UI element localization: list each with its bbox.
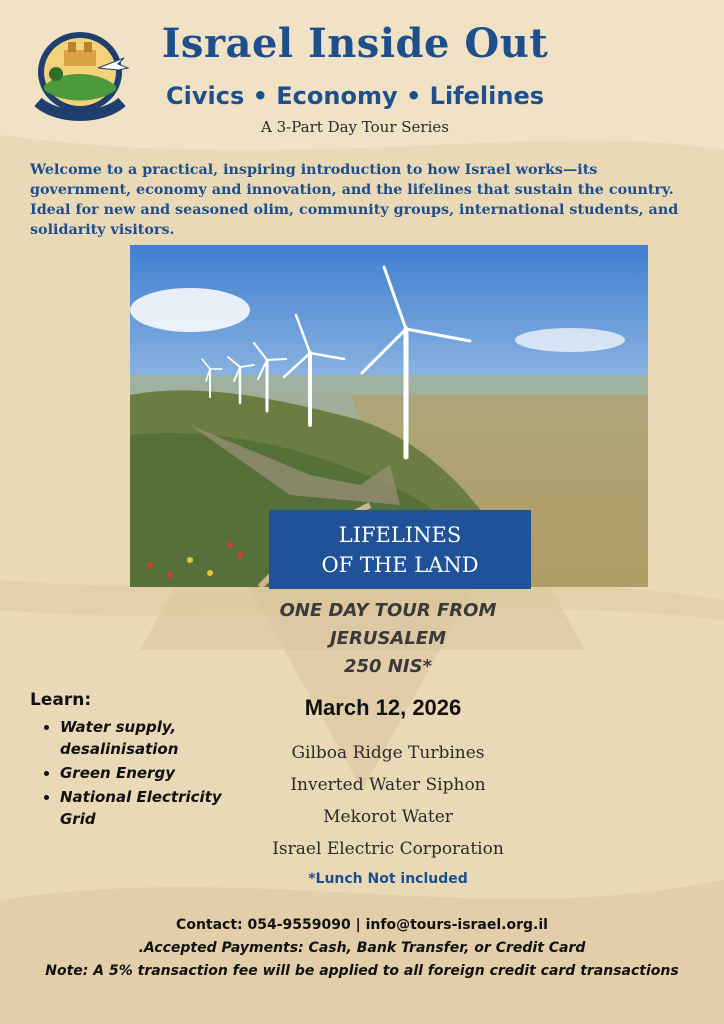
- banner-line-1: LIFELINES: [338, 522, 462, 547]
- fee-note: Note: A 5% transaction fee will be applied to all foreign credit card transactions: [45, 963, 679, 979]
- page-subtitle: Civics • Economy • Lifelines: [166, 82, 544, 110]
- stops-list: [230, 737, 546, 865]
- learn-heading: Learn:: [30, 690, 92, 710]
- stop-item: Israel Electric Corporation: [272, 839, 504, 859]
- learn-item: • National Electricity Grid: [60, 786, 250, 830]
- page-title: Israel Inside Out: [161, 20, 549, 67]
- contact-line: Contact: 054-9559090 | info@tours-israel.org.il: [176, 917, 548, 933]
- contact-footer: [40, 914, 684, 983]
- series-label: A 3-Part Day Tour Series: [261, 118, 449, 136]
- stop-item: Inverted Water Siphon: [290, 775, 486, 795]
- tour-line-1: ONE DAY TOUR FROM: [279, 600, 497, 621]
- banner-line-2: OF THE LAND: [321, 552, 479, 577]
- tour-price: 250 NIS*: [344, 656, 432, 677]
- tour-date: March 12, 2026: [304, 695, 462, 720]
- title-banner: [269, 510, 531, 589]
- intro-paragraph: Welcome to a practical, inspiring introduction to how Israel works—its government, economy and innovation, and the lifelines that sustain the country. Ideal for new and seasoned olim, community groups, international students, and solidarity visitors.: [30, 162, 679, 238]
- stop-item: Mekorot Water: [323, 807, 453, 827]
- logo-emblem-icon: [28, 28, 132, 124]
- logo: [28, 28, 132, 124]
- tour-details: [200, 597, 576, 681]
- learn-item: • Green Energy: [60, 762, 250, 784]
- stop-item: Gilboa Ridge Turbines: [291, 743, 485, 763]
- tour-line-2: JERUSALEM: [329, 628, 447, 649]
- payments-line: .Accepted Payments: Cash, Bank Transfer, or Credit Card: [138, 940, 586, 956]
- learn-list: [30, 716, 250, 832]
- learn-item: • Water supply, desalinisation: [60, 716, 250, 760]
- lunch-note: *Lunch Not included: [308, 871, 468, 887]
